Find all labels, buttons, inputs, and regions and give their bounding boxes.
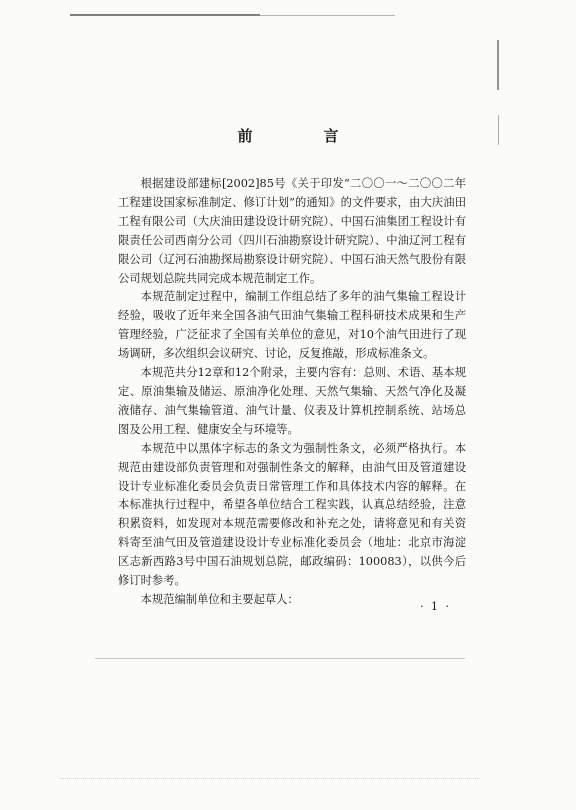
scan-artifact-line — [255, 15, 395, 16]
page-number: · 1 · — [420, 600, 451, 613]
paragraph: 本规范制定过程中，编制工作组总结了多年的油气集输工程设计经验，吸收了近年来全国各油气田油气集输工程科研技术成果和生产管理经验，广泛征求了全国有关单位的意见，对10个油气田进行了现场调研，多次组织会议研究、讨论，反复推敲，形成标准条文。 — [118, 290, 466, 361]
page-title: 前 言 — [237, 127, 367, 145]
scan-artifact-line — [95, 658, 465, 659]
scan-artifact-line — [70, 14, 260, 16]
paragraph: 本规范编制单位和主要起草人： — [140, 592, 299, 606]
scan-artifact-dots — [60, 778, 480, 780]
document-body — [118, 175, 466, 610]
scan-artifact-line — [497, 40, 499, 90]
paragraph: 根据建设部建标[2002]85号《关于印发“二〇〇一～二〇〇二年工程建设国家标准制定、修订计划”的通知》的文件要求，由大庆油田工程有限公司（大庆油田建设设计研究院）、中国石油集团工程设计有限责任公司西南分公司（四川石油勘察设计研究院）、中油辽河工程有限公司（辽河石油勘探局勘察设计研究院）、中国石油天然气股份有限公司规划总院共同完成本规范制定工作。 — [118, 177, 466, 285]
paragraph: 本规范共分12章和12个附录，主要内容有：总则、术语、基本规定、原油集输及储运、原油净化处理、天然气集输、天然气净化及凝液储存、油气集输管道、油气计量、仪表及计算机控制系统、站场总图及公用工程、健康安全与环境等。 — [118, 366, 466, 436]
paragraph: 本规范中以黑体字标志的条文为强制性条文，必须严格执行。本规范由建设部负责管理和对强制性条文的解释，由油气田及管道建设设计专业标准化委员会负责日常管理工作和具体技术内容的解释。在本标准执行过程中，希望各单位结合工程实践，认真总结经验，注意积累资料，如发现对本规范需要修改和补充之处，请将意见和有关资料寄至油气田及管道建设设计专业标准化委员会（地址：北京市海淀区志新西路3号中国石油规划总院，邮政编码：100083），以供今后修订时参考。 — [118, 441, 466, 588]
